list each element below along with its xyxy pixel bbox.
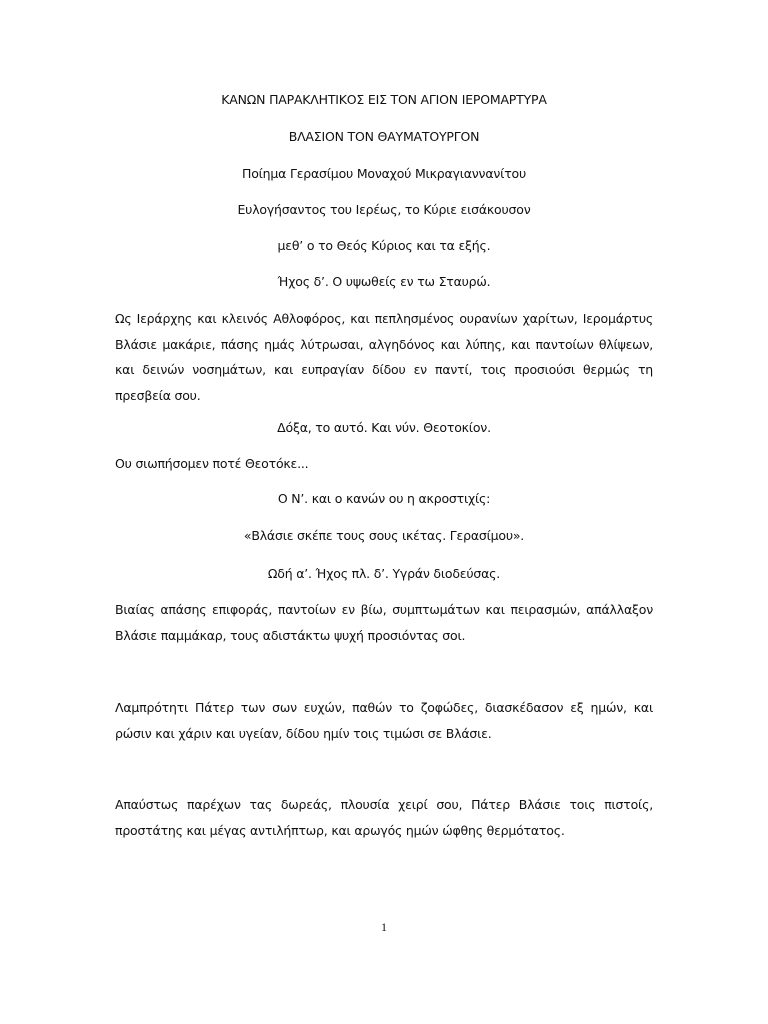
text-line: Ως Ιεράρχης και κλεινός Αθλοφόρος, και πεπλησμένος ουρανίων χαρίτων, Ιερομάρτυς: [115, 311, 653, 326]
text-line: Απαύστως παρέχων τας δωρεάς, πλουσία χειρί σου, Πάτερ Βλάσιε τοις πιστοίς,: [115, 797, 653, 812]
text-line: Βλάσιε παμμάκαρ, τους αδιστάκτω ψυχή προσιόντας σοι.: [115, 627, 466, 643]
title-line-2: ΒΛΑΣΙΟΝ ΤΟΝ ΘΑΥΜΑΤΟΥΡΓΟΝ: [288, 129, 480, 144]
text-line: Λαμπρότητι Πάτερ των σων ευχών, παθών το ζοφώδες, διασκέδασον εξ ημών, και: [115, 700, 653, 715]
rubric-tone: Ήχος δ’. Ο υψωθείς εν τω Σταυρώ.: [277, 274, 491, 289]
rubric-blessing: Ευλογήσαντος του Ιερέως, το Κύριε εισάκουσον: [237, 202, 531, 217]
page-number: 1: [381, 920, 387, 934]
text-line: και δεινών νοσημάτων, και ευπραγίαν δίδου εν παντί, τοις προσιούσι θερμώς τη: [115, 362, 653, 377]
text-line: πρεσβεία σου.: [115, 387, 201, 403]
text-line: προστάτης και μέγας αντιλήπτωρ, και αρωγός ημών ώφθης θερμότατος.: [115, 822, 565, 838]
author-line: Ποίημα Γερασίμου Μοναχού Μικραγιαννανίτου: [242, 166, 526, 181]
text-line: Βιαίας απάσης επιφοράς, παντοίων εν βίω, συμπτωμάτων και πειρασμών, απάλλαξον: [115, 602, 653, 617]
text-line: Βλάσιε μακάριε, πάσης ημάς λύτρωσαι, αλγηδόνος και λύπης, και παντοίων θλίψεων,: [115, 336, 653, 352]
troparion-paragraph-3: [115, 695, 653, 746]
rubric-ode: Ωδή α’. Ήχος πλ. δ’. Υγράν διοδεύσας.: [267, 566, 501, 581]
troparion-paragraph-4: [115, 792, 653, 843]
rubric-psalm-acrostic: Ο Ν’. και ο κανών ου η ακροστιχίς:: [277, 491, 491, 506]
text-line: ρώσιν και χάριν και υγείαν, δίδου ημίν τοις τιμώσι σε Βλάσιε.: [115, 725, 492, 741]
troparion-paragraph-1: [115, 306, 653, 408]
troparion-paragraph-2: [115, 597, 653, 648]
title-line-1: ΚΑΝΩΝ ΠΑΡΑΚΛΗΤΙΚΟΣ ΕΙΣ ΤΟΝ ΑΓΙΟΝ ΙΕΡΟΜΑΡΤΥΡΑ: [221, 92, 547, 107]
theotokion-line: Ου σιωπήσομεν ποτέ Θεοτόκε...: [115, 456, 309, 471]
rubric-god-is-lord: μεθ’ ο το Θεός Κύριος και τα εξής.: [277, 238, 491, 253]
rubric-glory: Δόξα, το αυτό. Και νύν. Θεοτοκίον.: [277, 420, 491, 435]
acrostic-line: «Βλάσιε σκέπε τους σους ικέτας. Γερασίμου».: [243, 528, 525, 543]
